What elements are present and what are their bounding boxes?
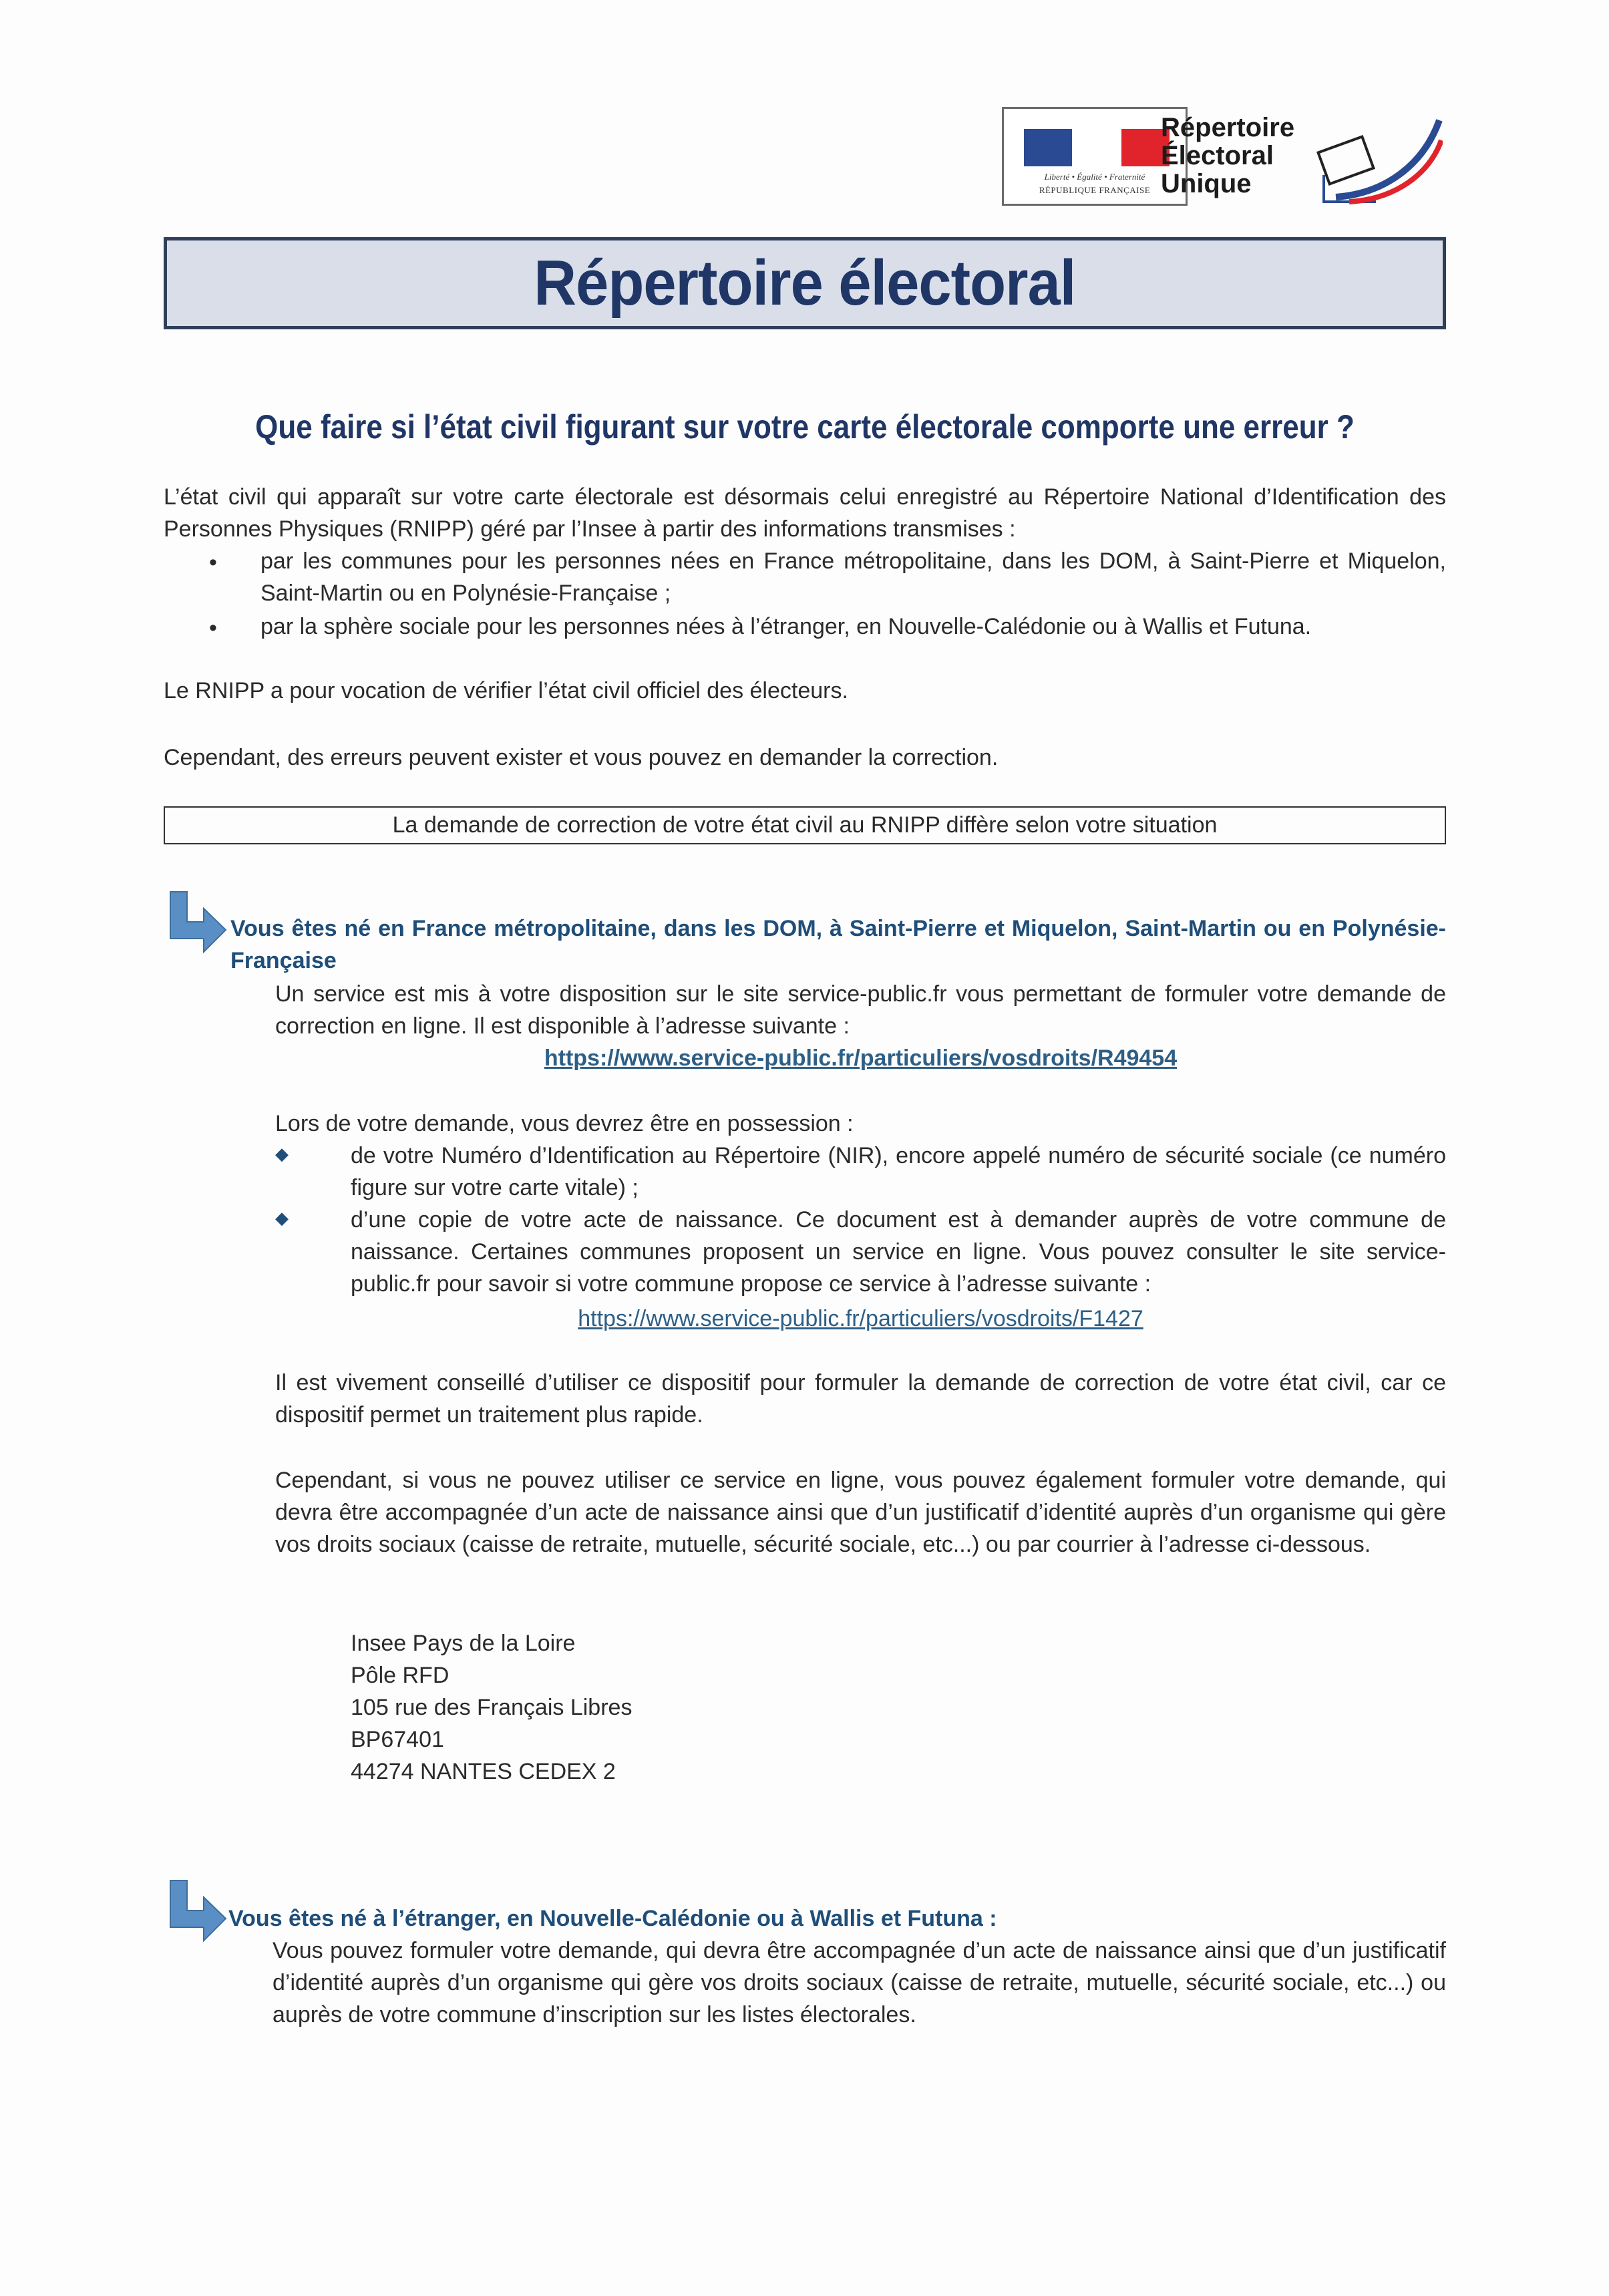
- situation-note-box: La demande de correction de votre état civil au RNIPP diffère selon votre situation: [164, 806, 1446, 844]
- address-line-2: Pôle RFD: [351, 1663, 450, 1688]
- link-r49454[interactable]: https://www.service-public.fr/particuliers/vosdroits/R49454: [544, 1045, 1178, 1071]
- page-title: Répertoire électoral: [534, 247, 1076, 319]
- section1-service-text: Un service est mis à votre disposition sur le site service-public.fr vous permettant de formuler votre demande de correction en ligne. Il est disponible à l’adresse suivante :: [275, 981, 1446, 1039]
- bullet-icon: •: [209, 550, 217, 575]
- arrow-right-icon: [167, 1877, 227, 1944]
- reu-line-3: Unique: [1161, 169, 1252, 198]
- republique-francaise-logo: [1002, 107, 1188, 206]
- rnipp-paragraph: Le RNIPP a pour vocation de vérifier l’état civil officiel des électeurs.: [164, 678, 848, 703]
- arrow-right-icon: [167, 888, 227, 955]
- logo-republique: RÉPUBLIQUE FRANÇAISE: [1039, 185, 1151, 195]
- intro-paragraph: L’état civil qui apparaît sur votre carte électorale est désormais celui enregistré au Répertoire National d’Identification des Personnes Physiques (RNIPP) géré par l’Insee à partir des informations transmises :: [164, 484, 1446, 542]
- link-f1427[interactable]: https://www.service-public.fr/particuliers/vosdroits/F1427: [578, 1306, 1143, 1331]
- section1-conseil-text: Il est vivement conseillé d’utiliser ce dispositif pour formuler la demande de correction de votre état civil, car ce dispositif permet un traitement plus rapide.: [275, 1370, 1446, 1428]
- ballot-box-icon: [1309, 114, 1443, 207]
- reu-logo-text: [1161, 114, 1294, 198]
- cependant-paragraph: Cependant, des erreurs peuvent exister et vous pouvez en demander la correction.: [164, 745, 999, 770]
- section1-cependant-text: Cependant, si vous ne pouvez utiliser ce service en ligne, vous pouvez également formuler votre demande, qui devra être accompagnée d’un acte de naissance ainsi que d’un justificatif d’identité auprès d’un organisme qui gère vos droits sociaux (caisse de retraite, mutuelle, sécurité sociale, etc...) ou par courrier à l’adresse ci-dessous.: [275, 1468, 1446, 1557]
- address-line-5: 44274 NANTES CEDEX 2: [351, 1759, 616, 1784]
- french-flag-icon: [1024, 129, 1170, 166]
- diamond-bullet-icon: ◆: [275, 1208, 289, 1228]
- section1-bullet-1: de votre Numéro d’Identification au Répertoire (NIR), encore appelé numéro de sécurité sociale (ce numéro figure sur votre carte vitale) ;: [351, 1143, 1446, 1200]
- address-line-1: Insee Pays de la Loire: [351, 1631, 576, 1656]
- reu-line-1: Répertoire: [1161, 113, 1295, 142]
- address-line-3: 105 rue des Français Libres: [351, 1695, 633, 1720]
- section1-lors-text: Lors de votre demande, vous devrez être en possession :: [275, 1111, 854, 1136]
- page-subtitle: Que faire si l’état civil figurant sur votre carte électorale comporte une erreur ?: [255, 408, 1355, 446]
- logo-motto: Liberté • Égalité • Fraternité: [1044, 172, 1145, 182]
- section1-bullet-2: d’une copie de votre acte de naissance. Ce document est à demander auprès de votre commune de naissance. Certaines communes proposent un service en ligne. Vous pouvez consulter le site service-public.fr pour savoir si votre commune propose ce service à l’adresse suivante :: [351, 1207, 1446, 1297]
- diamond-bullet-icon: ◆: [275, 1144, 289, 1164]
- bullet-icon: •: [209, 615, 217, 641]
- reu-line-2: Électoral: [1161, 141, 1274, 170]
- intro-bullet-1: par les communes pour les personnes nées en France métropolitaine, dans les DOM, à Saint-Pierre et Miquelon, Saint-Martin ou en Polynésie-Française ;: [260, 548, 1446, 606]
- section1-heading: Vous êtes né en France métropolitaine, dans les DOM, à Saint-Pierre et Miquelon, Saint-Martin ou en Polynésie-Française: [230, 916, 1446, 973]
- intro-bullet-2: par la sphère sociale pour les personnes nées à l’étranger, en Nouvelle-Calédonie ou à Wallis et Futuna.: [260, 614, 1312, 639]
- insee-address: [351, 1627, 1152, 1788]
- section2-heading: Vous êtes né à l’étranger, en Nouvelle-Calédonie ou à Wallis et Futuna :: [228, 1906, 997, 1931]
- address-line-4: BP67401: [351, 1727, 444, 1752]
- section2-text: Vous pouvez formuler votre demande, qui devra être accompagnée d’un acte de naissance ainsi que d’un justificatif d’identité auprès d’un organisme qui gère vos droits sociaux (caisse de retraite, mutuelle, sécurité sociale, etc...) ou auprès de votre commune d’inscription sur les listes électorales.: [273, 1938, 1446, 2027]
- title-banner: [164, 237, 1446, 329]
